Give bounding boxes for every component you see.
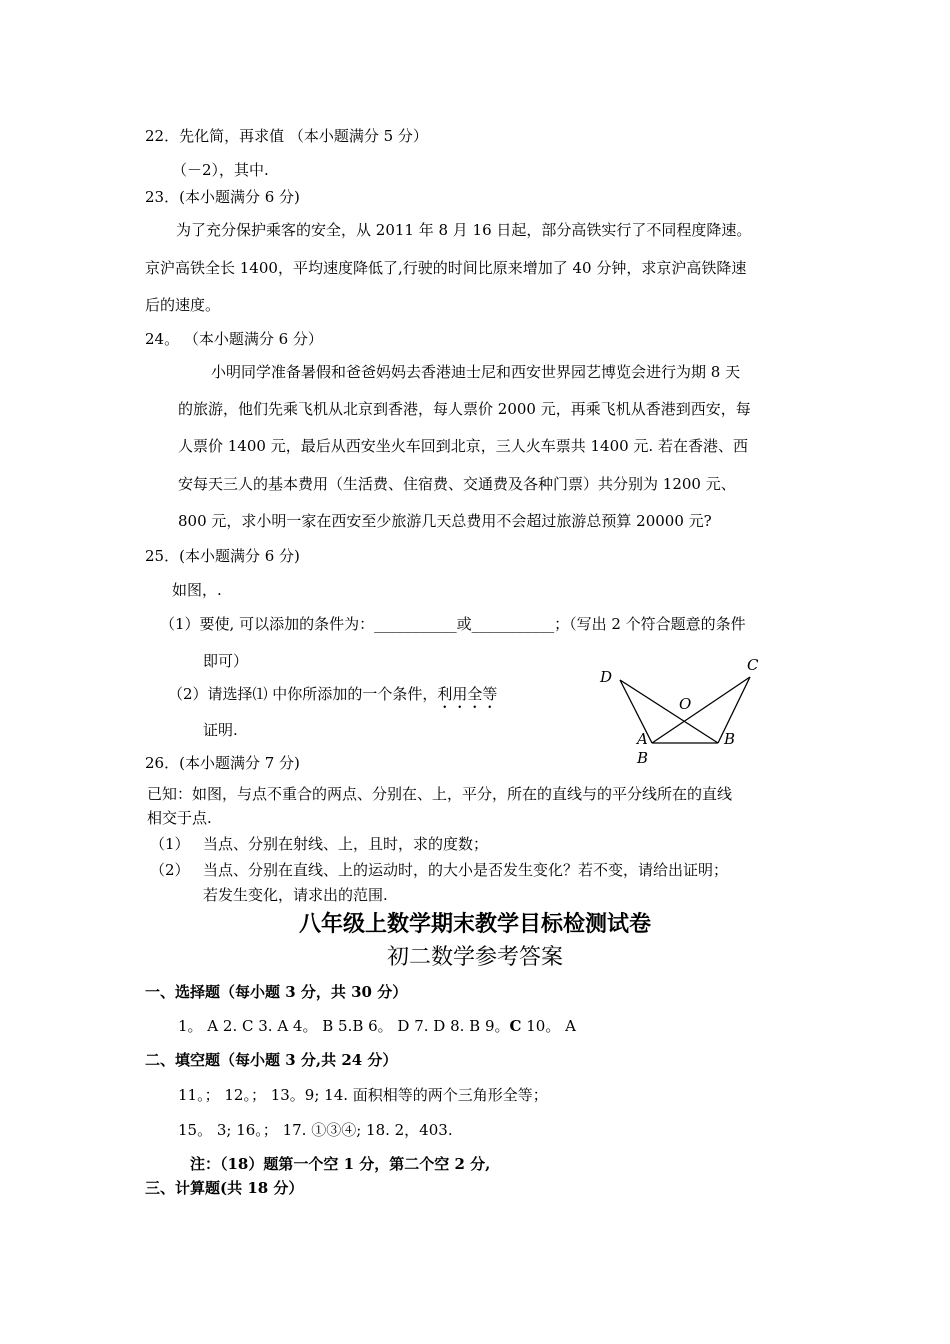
q25-part2: [168, 684, 497, 712]
answers-subtitle: 初二数学参考答案: [386, 945, 563, 970]
q26-header: 26．(本小题满分 7 分): [145, 754, 300, 772]
section2-row2: 15。 3; 16。； 17. ①③④; 18. 2，403.: [178, 1121, 453, 1139]
q25-part2-emphasis: 利用全等: [437, 685, 498, 703]
q23-header: 23．(本小题满分 6 分): [145, 188, 300, 206]
section1-answers: [178, 1016, 576, 1036]
q24-line5: 800 元，求小明一家在西安至少旅游几天总费用不会超过旅游总预算 20000 元?: [178, 512, 712, 530]
figure-label-c: C: [747, 656, 759, 674]
q26-line2: 相交于点.: [147, 809, 212, 827]
section1-heading: 一、选择题（每小题 3 分，共 30 分）: [145, 983, 408, 1001]
q25-part1: （1）要使, 可以添加的条件为：___________或___________；（写出 2 个符合题意的条件: [160, 615, 746, 633]
q26-part1-num: （1）: [150, 835, 190, 853]
figure-label-b-lower: B: [637, 749, 649, 767]
figure-label-a: A: [637, 730, 648, 748]
q25-part2-cont: 证明.: [203, 721, 238, 739]
q22-text: （－2），其中.: [172, 161, 269, 179]
figure-segment-db: [620, 680, 718, 743]
section2-note: 注：（18）题第一个空 1 分，第二个空 2 分,: [190, 1155, 491, 1173]
q26-part2-text: 当点、分别在直线、上的运动时，的大小是否发生变化？若不变，请给出证明；: [203, 861, 729, 879]
q25-part1-cont: 即可）: [203, 652, 249, 670]
q24-line3: 人票价 1400 元，最后从西安坐火车回到北京，三人火车票共 1400 元. 若在香港、西: [178, 437, 748, 455]
q25-header: 25．(本小题满分 6 分): [145, 547, 300, 565]
q26-part2-num: （2）: [150, 861, 190, 879]
section1-answers-a: 1。 A 2. C 3. A 4。 B 5.B 6。 D 7. D 8. B 9。: [178, 1017, 510, 1035]
section3-heading: 三、计算题(共 18 分）: [145, 1179, 304, 1197]
q24-header: 24。 （本小题满分 6 分）: [145, 330, 323, 348]
q23-line2: 京沪高铁全长 1400，平均速度降低了,行驶的时间比原来增加了 40 分钟，求京沪高铁降速: [145, 259, 747, 277]
section1-answers-b: 10。 A: [521, 1017, 576, 1035]
q25-part2-prefix: （2）请选择⑴ 中你所添加的一个条件，: [168, 685, 438, 703]
q24-line4: 安每天三人的基本费用（生活费、住宿费、交通费及各种门票）共分别为 1200 元、: [178, 475, 736, 493]
section2-heading: 二、填空题（每小题 3 分,共 24 分）: [145, 1051, 398, 1069]
q23-line1: 为了充分保护乘客的安全，从 2011 年 8 月 16 日起，部分高铁实行了不同程度降速。: [176, 221, 752, 239]
figure-label-o: O: [679, 695, 692, 713]
q26-part1-text: 当点、分别在射线、上，且时，求的度数；: [203, 835, 489, 853]
q25-intro: 如图，.: [172, 581, 222, 599]
q22-header: 22．先化简，再求值 （本小题满分 5 分）: [145, 127, 428, 145]
q24-line1: 小明同学准备暑假和爸爸妈妈去香港迪士尼和西安世界园艺博览会进行为期 8 天: [211, 363, 741, 381]
figure-label-d: D: [600, 668, 613, 686]
answers-title: 八年级上数学期末教学目标检测试卷: [298, 911, 651, 937]
section1-answer-9: C: [509, 1017, 522, 1035]
figure-label-b: B: [724, 730, 736, 748]
q26-part2-cont: 若发生变化，请求出的范围.: [203, 886, 388, 904]
q24-line2: 的旅游，他们先乘飞机从北京到香港，每人票价 2000 元，再乘飞机从香港到西安，每: [178, 400, 751, 418]
q26-line1: 已知：如图，与点不重合的两点、分别在、上，平分，所在的直线与的平分线所在的直线: [147, 785, 733, 803]
q23-line3: 后的速度。: [145, 296, 221, 314]
section2-row1: 11。； 12。； 13。9; 14. 面积相等的两个三角形全等；: [178, 1086, 548, 1104]
q25-figure: [590, 650, 780, 770]
